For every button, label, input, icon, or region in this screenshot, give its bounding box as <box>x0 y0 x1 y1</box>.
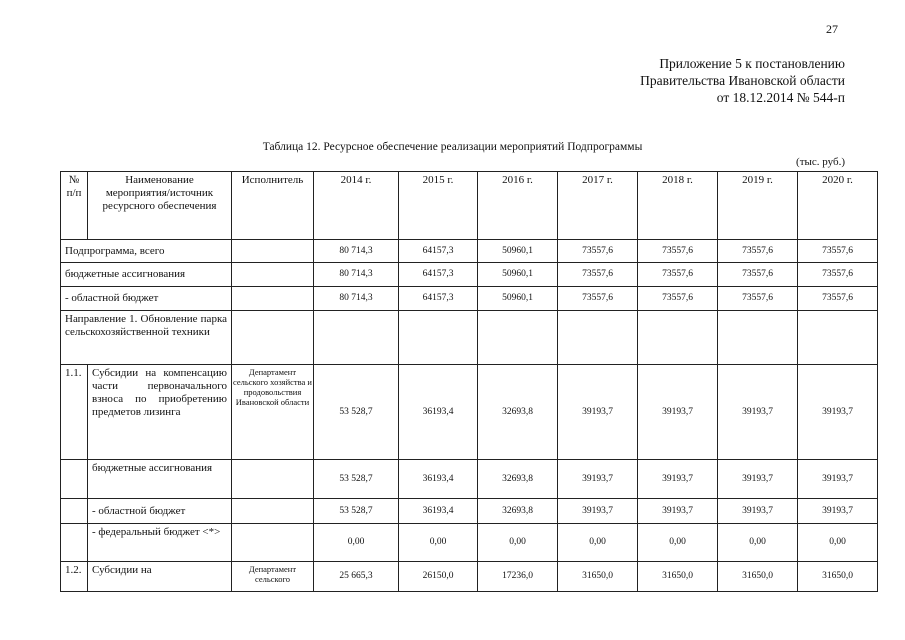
value-cell: 0,00 <box>314 524 399 562</box>
value-cell: 73557,6 <box>718 263 798 287</box>
value-cell: 73557,6 <box>798 287 878 311</box>
value-cell: 0,00 <box>478 524 558 562</box>
row-label: бюджетные ассигнования <box>61 263 232 287</box>
header-year: 2019 г. <box>718 172 798 240</box>
executor-cell <box>232 524 314 562</box>
value-cell: 0,00 <box>798 524 878 562</box>
row-number <box>61 524 88 562</box>
value-cell: 17236,0 <box>478 562 558 592</box>
value-cell: 53 528,7 <box>314 499 399 524</box>
table-row-direction-1 <box>61 311 878 365</box>
value-cell: 73557,6 <box>798 263 878 287</box>
header-year: 2018 г. <box>638 172 718 240</box>
header-executor: Исполнитель <box>232 172 314 240</box>
appendix-line-3: от 18.12.2014 № 544-п <box>716 90 845 105</box>
value-cell: 31650,0 <box>718 562 798 592</box>
row-label: - областной бюджет <box>88 499 232 524</box>
table-row-item-1-1-federal <box>61 524 878 562</box>
value-cell: 73557,6 <box>558 287 638 311</box>
row-label: Направление 1. Обновление парка сельскохозяйственной техники <box>61 311 232 365</box>
executor-cell <box>232 499 314 524</box>
executor-cell <box>232 460 314 499</box>
table-row-budget <box>61 263 878 287</box>
table-row-subprogram-total <box>61 240 878 263</box>
row-label: - областной бюджет <box>61 287 232 311</box>
value-cell: 80 714,3 <box>314 240 399 263</box>
table-title: Таблица 12. Ресурсное обеспечение реализации мероприятий Подпрограммы <box>262 141 643 153</box>
appendix-line-1: Приложение 5 к постановлению <box>659 56 845 71</box>
appendix-line-2: Правительства Ивановской области <box>640 73 845 88</box>
value-cell <box>718 311 798 365</box>
row-number <box>61 499 88 524</box>
header-name: Наименование мероприятия/источник ресурсного обеспечения <box>88 172 232 240</box>
units-label: (тыс. руб.) <box>796 156 845 168</box>
value-cell: 32693,8 <box>478 460 558 499</box>
appendix-header <box>640 55 845 106</box>
header-year: 2015 г. <box>399 172 478 240</box>
value-cell: 0,00 <box>638 524 718 562</box>
value-cell: 73557,6 <box>558 263 638 287</box>
table-row-item-1-2 <box>61 562 878 592</box>
row-label: Субсидии на <box>88 562 232 592</box>
executor-cell <box>232 287 314 311</box>
executor-cell <box>232 311 314 365</box>
value-cell: 73557,6 <box>638 240 718 263</box>
value-cell <box>558 311 638 365</box>
header-year: 2017 г. <box>558 172 638 240</box>
resource-table <box>60 171 878 592</box>
value-cell: 53 528,7 <box>314 365 399 460</box>
header-year: 2016 г. <box>478 172 558 240</box>
executor-cell <box>232 240 314 263</box>
value-cell: 73557,6 <box>558 240 638 263</box>
value-cell: 39193,7 <box>558 499 638 524</box>
value-cell <box>638 311 718 365</box>
executor-cell: Департамент сельского <box>232 562 314 592</box>
value-cell: 73557,6 <box>638 287 718 311</box>
value-cell: 53 528,7 <box>314 460 399 499</box>
value-cell: 39193,7 <box>798 460 878 499</box>
table-header-row <box>61 172 878 240</box>
value-cell: 73557,6 <box>798 240 878 263</box>
value-cell: 39193,7 <box>718 460 798 499</box>
value-cell: 73557,6 <box>718 287 798 311</box>
value-cell: 0,00 <box>718 524 798 562</box>
header-year: 2014 г. <box>314 172 399 240</box>
value-cell: 26150,0 <box>399 562 478 592</box>
value-cell <box>798 311 878 365</box>
value-cell: 39193,7 <box>798 499 878 524</box>
value-cell <box>399 311 478 365</box>
value-cell: 0,00 <box>558 524 638 562</box>
table-row-regional-budget <box>61 287 878 311</box>
value-cell: 80 714,3 <box>314 263 399 287</box>
value-cell: 50960,1 <box>478 263 558 287</box>
value-cell: 32693,8 <box>478 365 558 460</box>
executor-cell: Департамент сельского хозяйства и продовольствия Ивановской области <box>232 365 314 460</box>
value-cell: 80 714,3 <box>314 287 399 311</box>
value-cell: 31650,0 <box>638 562 718 592</box>
table-row-item-1-1-budget <box>61 460 878 499</box>
value-cell <box>478 311 558 365</box>
value-cell <box>314 311 399 365</box>
value-cell: 73557,6 <box>638 263 718 287</box>
row-label: Субсидии на компенсацию части первоначального взноса по приобретению предметов лизинга <box>88 365 232 460</box>
row-number <box>61 460 88 499</box>
value-cell: 39193,7 <box>638 499 718 524</box>
table-row-item-1-1-regional <box>61 499 878 524</box>
value-cell: 36193,4 <box>399 365 478 460</box>
table-row-item-1-1 <box>61 365 878 460</box>
page-number: 27 <box>826 22 838 36</box>
value-cell: 50960,1 <box>478 240 558 263</box>
value-cell: 64157,3 <box>399 240 478 263</box>
executor-cell <box>232 263 314 287</box>
value-cell: 0,00 <box>399 524 478 562</box>
value-cell: 31650,0 <box>558 562 638 592</box>
value-cell: 39193,7 <box>558 460 638 499</box>
value-cell: 32693,8 <box>478 499 558 524</box>
value-cell: 36193,4 <box>399 499 478 524</box>
value-cell: 50960,1 <box>478 287 558 311</box>
value-cell: 39193,7 <box>718 499 798 524</box>
value-cell: 64157,3 <box>399 287 478 311</box>
value-cell: 39193,7 <box>638 365 718 460</box>
row-number: 1.2. <box>61 562 88 592</box>
row-number: 1.1. <box>61 365 88 460</box>
value-cell: 73557,6 <box>718 240 798 263</box>
header-num: № п/п <box>61 172 88 240</box>
row-label: бюджетные ассигнования <box>88 460 232 499</box>
header-year: 2020 г. <box>798 172 878 240</box>
row-label: Подпрограмма, всего <box>61 240 232 263</box>
value-cell: 39193,7 <box>558 365 638 460</box>
value-cell: 36193,4 <box>399 460 478 499</box>
value-cell: 31650,0 <box>798 562 878 592</box>
row-label: - федеральный бюджет <*> <box>88 524 232 562</box>
value-cell: 39193,7 <box>638 460 718 499</box>
value-cell: 39193,7 <box>798 365 878 460</box>
value-cell: 25 665,3 <box>314 562 399 592</box>
value-cell: 39193,7 <box>718 365 798 460</box>
value-cell: 64157,3 <box>399 263 478 287</box>
